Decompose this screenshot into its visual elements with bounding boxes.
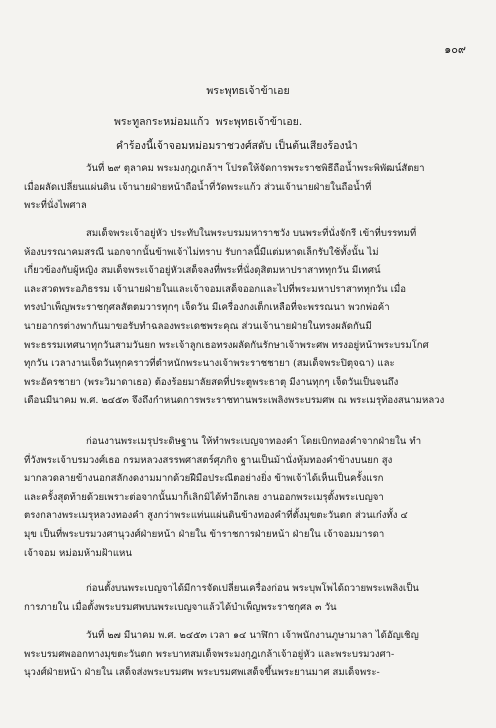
paragraph-4 — [24, 580, 472, 617]
text-line: พระบรมศพออกทางมุขตะวันตก พระบาทสมเด็จพระมงกุฎเกล้าเจ้าอยู่หัว และพระบรมวงศา- — [24, 648, 395, 660]
text-line: ที่วังพระเจ้าบรมวงศ์เธอ กรมหลวงสรรพศาสตร์ศุภกิจ ฐานเป็นม้านั่งหุ้มทองคำข้างบนยก สูง — [24, 454, 393, 466]
text-line: วันที่ ๒๙ ตุลาคม พระมงกุฎเกล้าฯ โปรดให้จัดการพระราชพิธีถือน้ำพระพิพัฒน์สัตยา — [86, 163, 425, 174]
paragraph-1 — [24, 160, 472, 216]
text-line: ห้องบรรณาคมสรณี นอกจากนั้นข้าพเจ้าไม่ทราบ รับกาลนี้มีแต่มหาดเล็กรับใช้ทั้งนั้น ไม่ — [24, 246, 379, 258]
text-line: พระอัครชายา (พระวิมาดาเธอ) ต้องร้อยมาลัยสดที่ประตูพระธาตุ มีงานทุกๆ เจ็ดวันเป็นจนถึง — [24, 376, 399, 388]
paragraph-5 — [24, 627, 472, 683]
text-line: เดือนมีนาคม พ.ศ. ๒๔๕๓ จึงถึงกำหนดการพระราชทานพระเพลิงพระบรมศพ ณ พระเมรุท้องสนามหลวง — [24, 395, 445, 407]
text-line: สมเด็จพระเจ้าอยู่หัว ประทับในพระบรมมหาราชวัง บนพระที่นั่งจักรี เข้าที่บรรทมที่ — [86, 228, 417, 239]
text-line: พระธรรมเทศนาทุกวันสามวันยก พระเจ้าลูกเธอทรงผลัดกันรักษาเจ้าพระศพ ทรงอยู่หน้าพระบรมโกศ — [24, 339, 429, 351]
text-line: พระที่นั่งไพศาล — [24, 200, 87, 212]
text-line: นายอากรต่างพากันมาขอรับทำฉลองพระเดชพระคุณ ส่วนเจ้านายฝ่ายในทรงผลัดกันมี — [24, 320, 372, 332]
poem-intro-line: คำร้องนี้เจ้าจอมหม่อมราชวงศ์สดับ เป็นต้นเสียงร้องนำ — [116, 140, 358, 152]
text-line: ก่อนตั้งบนพระเบญจาได้มีการจัดเปลี่ยนเครื่องก่อน พระบุพโพได้ถวายพระเพลิงเป็น — [86, 583, 419, 594]
text-line: มากลวดลายข้างนอกสลักงดงามมากด้วยฝีมือประณีตอย่างยิ่ง ข้าพเจ้าได้เห็นเป็นครั้งแรก — [24, 473, 384, 485]
text-line: นุวงศ์ฝ่ายหน้า ฝ่ายใน เสด็จส่งพระบรมศพ พระบรมศพเสด็จขึ้นพระยานมาศ สมเด็จพระ- — [24, 667, 380, 679]
text-line: มุข เป็นที่พระบรมวงศานุวงศ์ฝ่ายหน้า ฝ่ายใน ข้าราชการฝ่ายหน้า ฝ่ายใน เจ้าจอมมารดา — [24, 528, 385, 540]
text-line: และสวดพระอภิธรรม เจ้านายฝ่ายในและเจ้าจอมเสด็จออกและไปที่พระมหาปราสาททุกวัน เมื่อ — [24, 283, 407, 295]
text-line: ก่อนงานพระเมรุประดิษฐาน ให้ทำพระเบญจาทองคำ โดยเบิกทองคำจากฝ่ายใน ทำ — [86, 436, 422, 447]
paragraph-2 — [24, 225, 472, 411]
text-line: ทรงบำเพ็ญพระราชกุศลสัตตมวารทุกๆ เจ็ดวัน มีเครื่องกงเต็กเหลือที่จะพรรณนา พวกพ่อค้า — [24, 302, 390, 314]
paragraph-3 — [24, 433, 472, 563]
text-line: ตรงกลางพระเมรุหลวงทองคำ สูงกว่าพระแท่นแผ่นดินข้างทองคำที่ตั้งมุขตะวันตก ส่วนเก๋งทั้ง ๔ — [24, 510, 408, 522]
poem-heading: พระพุทธเจ้าข้าเอย — [206, 85, 290, 97]
text-line: เมื่อผลัดเปลี่ยนแผ่นดิน เจ้านายฝ่ายหน้าถือน้ำที่วัดพระแก้ว ส่วนเจ้านายฝ่ายในถือน้ำที่ — [24, 181, 372, 193]
text-line: และครั้งสุดท้ายด้วยเพราะต่อจากนั้นมาก็เลิกมิได้ทำอีกเลย งานออกพระเมรุตั้งพระเบญจา — [24, 491, 384, 503]
text-line: ทุกวัน เวลางานเจ็ดวันทุกคราวที่ตำหนักพระนางเจ้าพระราชชายา (สมเด็จพระปิตุจฉา) และ — [24, 358, 395, 370]
text-line: การภายใน เมื่อตั้งพระบรมศพบนพระเบญจาแล้วได้บำเพ็ญพระราชกุศล ๓ วัน — [24, 601, 337, 613]
poem-address-line: พระทูลกระหม่อมแก้ว พระพุทธเจ้าข้าเอย. — [114, 116, 303, 128]
text-line: เกี่ยวข้องกับผู้หญิง สมเด็จพระเจ้าอยู่หัวเสด็จลงที่พระที่นั่งดุสิตมหาปราสาททุกวัน มีเทศน์ — [24, 265, 381, 277]
text-line: เจ้าจอม หม่อมห้ามฝ้าแหน — [24, 547, 132, 559]
text-line: วันที่ ๒๗ มีนาคม พ.ศ. ๒๔๕๓ เวลา ๑๔ นาฬิกา เจ้าพนักงานภูษามาลา ได้อัญเชิญ — [86, 630, 419, 641]
page-number: ๑๐๙ — [444, 43, 466, 56]
